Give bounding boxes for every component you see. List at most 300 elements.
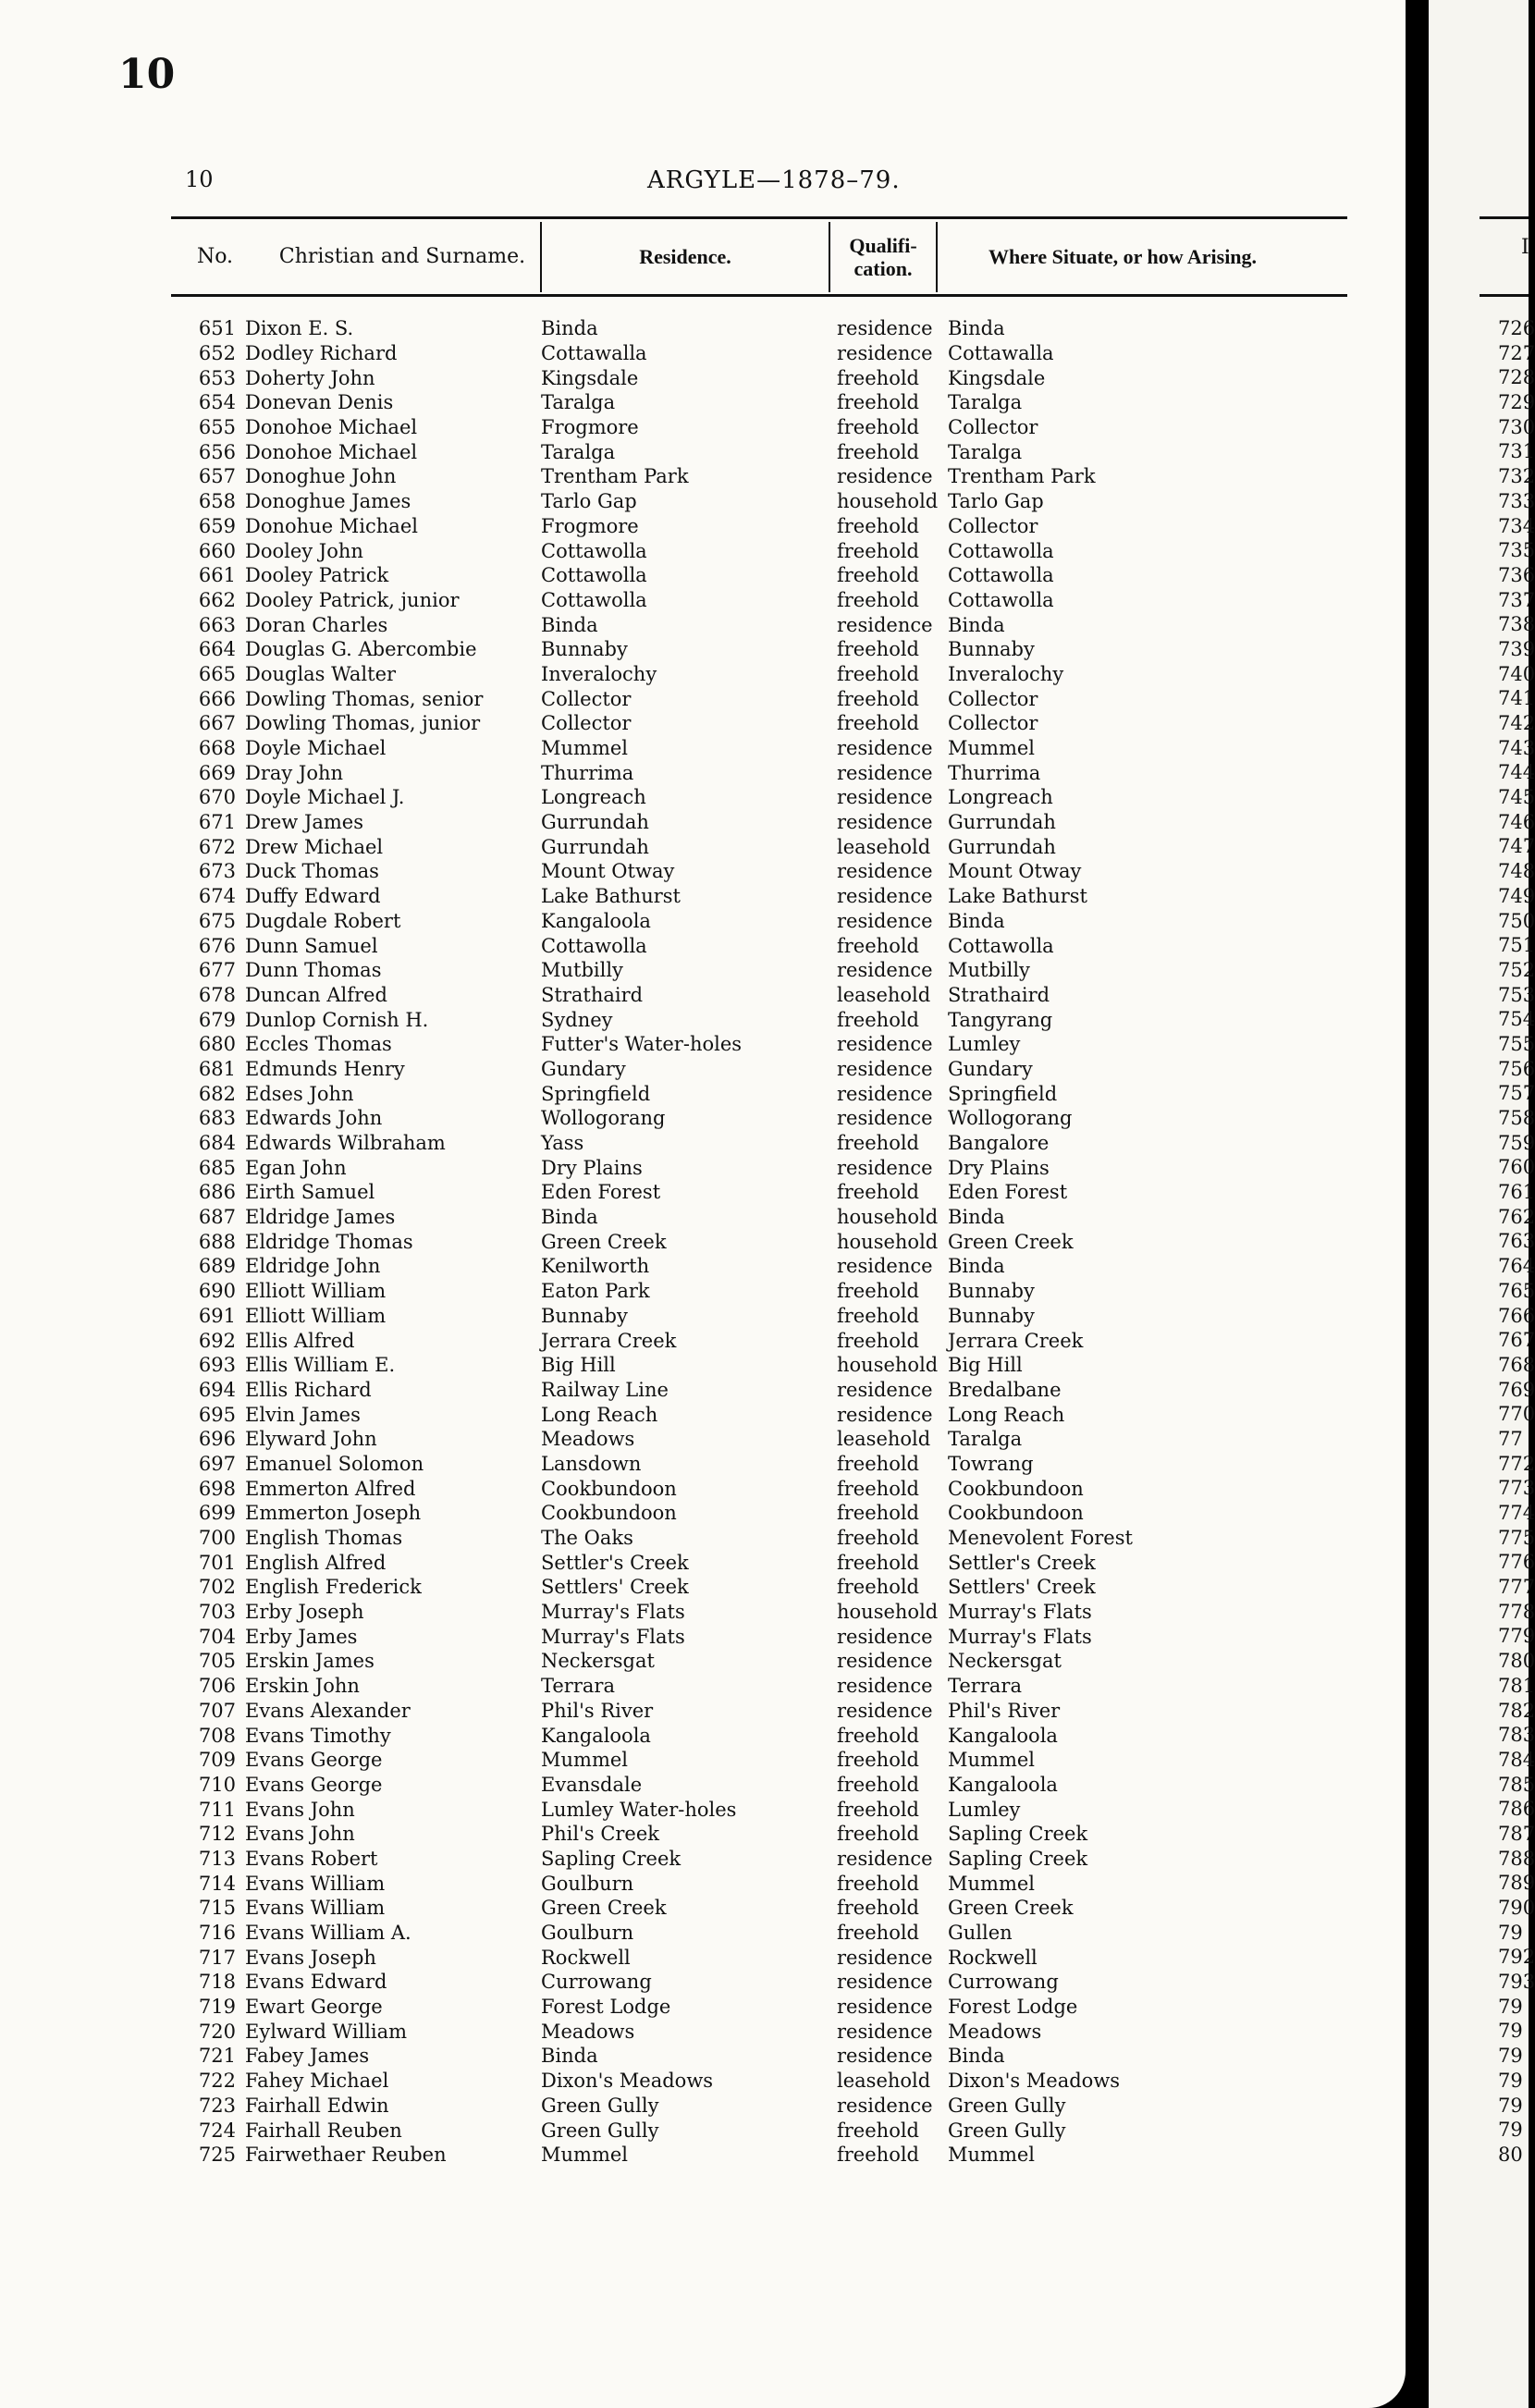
where-situate: Cookbundoon (948, 1477, 1084, 1500)
residence: Trentham Park (541, 465, 689, 488)
residence: Settler's Creek (541, 1551, 689, 1574)
residence: Cookbundoon (541, 1477, 677, 1500)
residence: Phil's River (541, 1699, 654, 1722)
qualification: residence (837, 860, 933, 883)
qualification: freehold (837, 1576, 919, 1599)
elector-name: Doherty John (245, 366, 375, 389)
table-row (171, 1057, 1225, 1082)
facing-entry-number: 762 (1498, 1205, 1535, 1228)
facing-entry-number: 752 (1498, 958, 1535, 981)
qualification: residence (837, 909, 933, 932)
where-situate: Lumley (948, 1798, 1021, 1821)
table-row (171, 834, 1225, 859)
facing-entry-number: 778 (1498, 1600, 1535, 1623)
qualification: freehold (837, 662, 919, 685)
residence: Dry Plains (541, 1156, 643, 1179)
elector-name: Elliott William (245, 1304, 387, 1327)
qualification: residence (837, 1699, 933, 1722)
table-row (171, 2019, 1225, 2044)
entry-number: 681 (198, 1057, 236, 1080)
entry-number: 685 (198, 1156, 236, 1179)
entry-number: 703 (198, 1601, 236, 1624)
qualification: freehold (837, 1527, 919, 1550)
qualification: freehold (837, 1749, 919, 1772)
residence: Evansdale (541, 1773, 643, 1796)
table-row (171, 1773, 1225, 1798)
entry-number: 684 (198, 1132, 236, 1155)
residence: Green Creek (541, 1897, 667, 1920)
table-row (171, 1081, 1225, 1106)
residence: Tarlo Gap (541, 490, 637, 513)
where-situate: Dixon's Meadows (948, 2070, 1121, 2093)
entry-number: 678 (198, 983, 236, 1006)
elector-name: Evans John (245, 1798, 355, 1821)
qualification: freehold (837, 1897, 919, 1920)
table-row (171, 686, 1225, 711)
elector-name: Fairhall Reuben (245, 2119, 402, 2142)
qualification: leasehold (837, 1428, 931, 1451)
entry-number: 651 (198, 317, 236, 340)
facing-entry-number: 79 (1498, 2069, 1523, 2092)
residence: Bunnaby (541, 1304, 628, 1327)
elector-name: Ewart George (245, 1996, 383, 2019)
table-row (171, 711, 1225, 736)
entry-number: 699 (198, 1502, 236, 1525)
facing-entry-number: 744 (1498, 761, 1535, 784)
facing-entry-number: 772 (1498, 1452, 1535, 1475)
elector-name: Duffy Edward (245, 885, 381, 908)
table-row (171, 538, 1225, 563)
entry-number: 667 (198, 712, 236, 735)
facing-entry-number: 737 (1498, 588, 1535, 611)
qualification: freehold (837, 1922, 919, 1945)
entry-number: 715 (198, 1897, 236, 1920)
residence: Frogmore (541, 514, 639, 537)
facing-entry-number: 789 (1498, 1872, 1535, 1895)
facing-entry-number: 739 (1498, 637, 1535, 660)
facing-entry-number: 768 (1498, 1353, 1535, 1376)
table-row (171, 1205, 1225, 1230)
facing-entry-number: 743 (1498, 736, 1535, 759)
where-situate: Collector (948, 687, 1038, 710)
elector-name: Erby Joseph (245, 1601, 364, 1624)
entry-number: 679 (198, 1008, 236, 1031)
table-row (171, 1649, 1225, 1674)
residence: Lake Bathurst (541, 885, 681, 908)
qualification: household (837, 1230, 939, 1253)
residence: Futter's Water-holes (541, 1033, 743, 1056)
qualification: residence (837, 885, 933, 908)
entry-number: 657 (198, 465, 236, 488)
where-situate: Binda (948, 317, 1005, 340)
facing-entry-number: 733 (1498, 489, 1535, 512)
residence: Mount Otway (541, 860, 675, 883)
where-situate: Phil's River (948, 1699, 1061, 1722)
qualification: freehold (837, 1724, 919, 1747)
qualification: freehold (837, 539, 919, 562)
elector-name: Fabey James (245, 2045, 370, 2068)
facing-entry-number: 79 (1498, 2119, 1523, 2142)
facing-entry-number: 80 (1498, 2143, 1523, 2166)
table-row (171, 439, 1225, 464)
where-situate: Gullen (948, 1922, 1013, 1945)
table-row (171, 1822, 1225, 1847)
elector-name: Doyle Michael (245, 737, 387, 760)
facing-entry-number: 732 (1498, 465, 1535, 488)
qualification: freehold (837, 564, 919, 587)
facing-entry-number: 736 (1498, 563, 1535, 586)
residence: Murray's Flats (541, 1601, 685, 1624)
qualification: residence (837, 1971, 933, 1994)
where-situate: Gundary (948, 1057, 1033, 1080)
facing-entry-number: 753 (1498, 983, 1535, 1006)
entry-number: 700 (198, 1527, 236, 1550)
qualification: residence (837, 1156, 933, 1179)
entry-number: 666 (198, 687, 236, 710)
table-row (171, 365, 1225, 390)
where-situate: Forest Lodge (948, 1996, 1078, 2019)
table-row (171, 341, 1225, 366)
elector-name: Fairhall Edwin (245, 2094, 389, 2117)
where-situate: Cookbundoon (948, 1502, 1084, 1525)
elector-name: Douglas G. Abercombie (245, 638, 477, 661)
elector-name: Doyle Michael J. (245, 786, 405, 809)
entry-number: 706 (198, 1675, 236, 1698)
elector-name: Drew Michael (245, 835, 384, 858)
elector-name: Eldridge James (245, 1206, 396, 1229)
table-row (171, 1155, 1225, 1180)
facing-entry-number: 790 (1498, 1897, 1535, 1919)
table-row (171, 588, 1225, 613)
where-situate: Trentham Park (948, 465, 1096, 488)
elector-name: Dixon E. S. (245, 317, 354, 340)
where-situate: Binda (948, 909, 1005, 932)
residence: Sapling Creek (541, 1847, 682, 1870)
entry-number: 653 (198, 366, 236, 389)
qualification: residence (837, 786, 933, 809)
elector-name: Eirth Samuel (245, 1181, 375, 1204)
facing-entry-number: 731 (1498, 440, 1535, 463)
where-situate: Gurrundah (948, 811, 1056, 834)
where-situate: Eden Forest (948, 1181, 1068, 1204)
qualification: residence (837, 342, 933, 365)
entry-number: 668 (198, 737, 236, 760)
residence: Gurrundah (541, 835, 649, 858)
where-situate: Green Gully (948, 2119, 1066, 2142)
table-row (171, 514, 1225, 539)
elector-name: Dooley John (245, 539, 363, 562)
elector-name: Eylward William (245, 2020, 408, 2043)
entry-number: 718 (198, 1971, 236, 1994)
residence: Longreach (541, 786, 646, 809)
elector-name: Dooley Patrick, junior (245, 588, 460, 611)
where-situate: Mummel (948, 2144, 1035, 2167)
facing-entry-number: 792 (1498, 1946, 1535, 1969)
table-row (171, 810, 1225, 835)
qualification: household (837, 1206, 939, 1229)
entry-number: 717 (198, 1946, 236, 1969)
elector-name: Evans Joseph (245, 1946, 376, 1969)
qualification: residence (837, 1675, 933, 1698)
qualification: freehold (837, 416, 919, 439)
elector-name: Evans Robert (245, 1847, 378, 1870)
residence: Gundary (541, 1057, 626, 1080)
table-row (171, 933, 1225, 958)
facing-entry-number: 793 (1498, 1971, 1535, 1994)
facing-entry-number: 770 (1498, 1403, 1535, 1426)
residence: Forest Lodge (541, 1996, 671, 2019)
qualification: freehold (837, 1304, 919, 1327)
where-situate: Settler's Creek (948, 1551, 1096, 1574)
where-situate: Jerrara Creek (948, 1329, 1084, 1352)
facing-entry-number: 767 (1498, 1329, 1535, 1352)
facing-entry-number: 756 (1498, 1057, 1535, 1080)
facing-entry-number: 726 (1498, 317, 1535, 339)
entry-number: 725 (198, 2144, 236, 2167)
entry-number: 675 (198, 909, 236, 932)
residence: Binda (541, 613, 598, 636)
residence: Green Creek (541, 1230, 667, 1253)
residence: Mummel (541, 1749, 628, 1772)
facing-entry-number: 79 (1498, 1995, 1523, 2018)
where-situate: Menevolent Forest (948, 1527, 1133, 1550)
elector-name: Donohue Michael (245, 514, 418, 537)
elector-name: Donohoe Michael (245, 416, 418, 439)
facing-page-header: I (1521, 236, 1529, 259)
qualification: freehold (837, 1551, 919, 1574)
entry-number: 652 (198, 342, 236, 365)
qualification: freehold (837, 712, 919, 735)
where-situate: Wollogorang (948, 1107, 1073, 1130)
qualification: leasehold (837, 2070, 931, 2093)
residence: Cottawolla (541, 934, 647, 957)
elector-name: Fairwethaer Reuben (245, 2144, 447, 2167)
elector-name: Evans William (245, 1872, 386, 1895)
table-row (171, 1402, 1225, 1427)
elector-name: Edses John (245, 1082, 354, 1105)
qualification: residence (837, 761, 933, 784)
facing-entry-number: 775 (1498, 1526, 1535, 1549)
facing-entry-number: 747 (1498, 835, 1535, 858)
table-row (171, 1847, 1225, 1872)
qualification: freehold (837, 2144, 919, 2167)
qualification: freehold (837, 366, 919, 389)
table-row (171, 1032, 1225, 1057)
facing-entry-number: 745 (1498, 786, 1535, 809)
elector-name: Elvin James (245, 1403, 361, 1426)
facing-entry-number: 754 (1498, 1008, 1535, 1031)
where-situate: Mummel (948, 1872, 1035, 1895)
elector-name: Edwards John (245, 1107, 383, 1130)
entry-number: 670 (198, 786, 236, 809)
where-situate: Kangaloola (948, 1724, 1058, 1747)
table-row (171, 2118, 1225, 2143)
residence: Thurrima (541, 761, 634, 784)
qualification: freehold (837, 1798, 919, 1821)
where-situate: Meadows (948, 2020, 1042, 2043)
facing-entry-number: 779 (1498, 1625, 1535, 1648)
where-situate: Green Creek (948, 1230, 1074, 1253)
qualification: residence (837, 1650, 933, 1673)
elector-name: Donohoe Michael (245, 440, 418, 463)
entry-number: 677 (198, 959, 236, 982)
where-situate: Collector (948, 416, 1038, 439)
table-row (171, 612, 1225, 637)
qualification: freehold (837, 1181, 919, 1204)
entry-number: 704 (198, 1625, 236, 1648)
elector-name: Donoghue John (245, 465, 397, 488)
residence: Cottawalla (541, 342, 647, 365)
table-row (171, 1995, 1225, 2020)
entry-number: 683 (198, 1107, 236, 1130)
entry-number: 661 (198, 564, 236, 587)
facing-entry-number: 735 (1498, 539, 1535, 562)
where-situate: Dry Plains (948, 1156, 1050, 1179)
where-situate: Terrara (948, 1675, 1022, 1698)
elector-name: Egan John (245, 1156, 347, 1179)
entry-number: 707 (198, 1699, 236, 1722)
residence: Collector (541, 712, 632, 735)
where-situate: Towrang (948, 1452, 1034, 1475)
facing-page-numbers (1498, 316, 1535, 2168)
qualification: residence (837, 1847, 933, 1870)
where-situate: Green Creek (948, 1897, 1074, 1920)
entry-number: 655 (198, 416, 236, 439)
table-row (171, 415, 1225, 440)
where-situate: Bunnaby (948, 1280, 1035, 1303)
residence: Taralga (541, 391, 616, 414)
entry-number: 694 (198, 1378, 236, 1401)
qualification: freehold (837, 588, 919, 611)
facing-entry-number: 79 (1498, 2094, 1523, 2117)
qualification: residence (837, 2094, 933, 2117)
residence: Taralga (541, 440, 616, 463)
where-situate: Binda (948, 1206, 1005, 1229)
table-row (171, 736, 1225, 761)
where-situate: Thurrima (948, 761, 1041, 784)
residence: Murray's Flats (541, 1625, 685, 1648)
qualification: residence (837, 959, 933, 982)
where-situate: Cottawolla (948, 588, 1054, 611)
residence: Binda (541, 317, 598, 340)
residence: Meadows (541, 2020, 635, 2043)
facing-entry-number: 734 (1498, 514, 1535, 537)
table-row (171, 1254, 1225, 1279)
entry-number: 676 (198, 934, 236, 957)
facing-entry-number: 728 (1498, 366, 1535, 389)
table-row (171, 563, 1225, 588)
where-situate: Bunnaby (948, 1304, 1035, 1327)
residence: Cookbundoon (541, 1502, 677, 1525)
qualification: freehold (837, 1280, 919, 1303)
qualification: freehold (837, 1823, 919, 1846)
qualification: freehold (837, 1452, 919, 1475)
entry-number: 659 (198, 514, 236, 537)
table-row (171, 1501, 1225, 1526)
elector-name: Doran Charles (245, 613, 388, 636)
residence: Mummel (541, 737, 628, 760)
where-situate: Strathaird (948, 983, 1050, 1006)
where-situate: Big Hill (948, 1354, 1023, 1377)
qualification: freehold (837, 934, 919, 957)
elector-name: Eldridge Thomas (245, 1230, 413, 1253)
where-situate: Springfield (948, 1082, 1058, 1105)
elector-name: Dunn Thomas (245, 959, 382, 982)
where-situate: Mutbilly (948, 959, 1030, 982)
where-situate: Binda (948, 1255, 1005, 1278)
header-top-rule (171, 216, 1347, 219)
qualification: residence (837, 1082, 933, 1105)
qualification: residence (837, 811, 933, 834)
where-situate: Sapling Creek (948, 1847, 1088, 1870)
residence: Yass (541, 1132, 584, 1155)
where-situate: Collector (948, 712, 1038, 735)
residence: Mutbilly (541, 959, 623, 982)
facing-entry-number: 758 (1498, 1107, 1535, 1129)
entry-number: 709 (198, 1749, 236, 1772)
qualification: leasehold (837, 983, 931, 1006)
where-situate: Taralga (948, 440, 1023, 463)
running-title: ARGYLE—1878–79. (647, 166, 901, 194)
entry-number: 665 (198, 662, 236, 685)
residence: Eden Forest (541, 1181, 661, 1204)
facing-entry-number: 782 (1498, 1699, 1535, 1722)
facing-entry-number: 79 (1498, 1921, 1523, 1944)
where-situate: Bunnaby (948, 638, 1035, 661)
elector-name: Elliott William (245, 1280, 387, 1303)
residence: Neckersgat (541, 1650, 655, 1673)
residence: Settlers' Creek (541, 1576, 689, 1599)
entry-number: 671 (198, 811, 236, 834)
residence: Currowang (541, 1971, 652, 1994)
qualification: freehold (837, 1132, 919, 1155)
entry-number: 658 (198, 490, 236, 513)
table-row (171, 1229, 1225, 1254)
residence: Inveralochy (541, 662, 657, 685)
where-situate: Inveralochy (948, 662, 1064, 685)
entry-number: 716 (198, 1922, 236, 1945)
table-row (171, 884, 1225, 909)
facing-entry-number: 749 (1498, 884, 1535, 907)
facing-entry-number: 761 (1498, 1181, 1535, 1204)
table-row (171, 662, 1225, 687)
qualification: residence (837, 1033, 933, 1056)
elector-name: Eldridge John (245, 1255, 381, 1278)
entry-number: 710 (198, 1773, 236, 1796)
qualification: residence (837, 1057, 933, 1080)
elector-name: Evans George (245, 1749, 383, 1772)
residence: Collector (541, 687, 632, 710)
entry-number: 691 (198, 1304, 236, 1327)
facing-entry-number: 785 (1498, 1773, 1535, 1796)
facing-entry-number: 773 (1498, 1477, 1535, 1500)
qualification: freehold (837, 1773, 919, 1796)
residence: Railway Line (541, 1378, 669, 1401)
qualification: residence (837, 1946, 933, 1969)
residence: Kangaloola (541, 1724, 651, 1747)
facing-entry-number: 738 (1498, 613, 1535, 636)
entry-number: 654 (198, 391, 236, 414)
page-number-large: 10 (118, 51, 176, 98)
elector-name: Evans William (245, 1897, 386, 1920)
table-row (171, 1871, 1225, 1896)
entry-number: 663 (198, 613, 236, 636)
residence: Meadows (541, 1428, 635, 1451)
facing-entry-number: 776 (1498, 1551, 1535, 1574)
table-row (171, 1427, 1225, 1452)
qualification: leasehold (837, 835, 931, 858)
elector-name: Edmunds Henry (245, 1057, 405, 1080)
